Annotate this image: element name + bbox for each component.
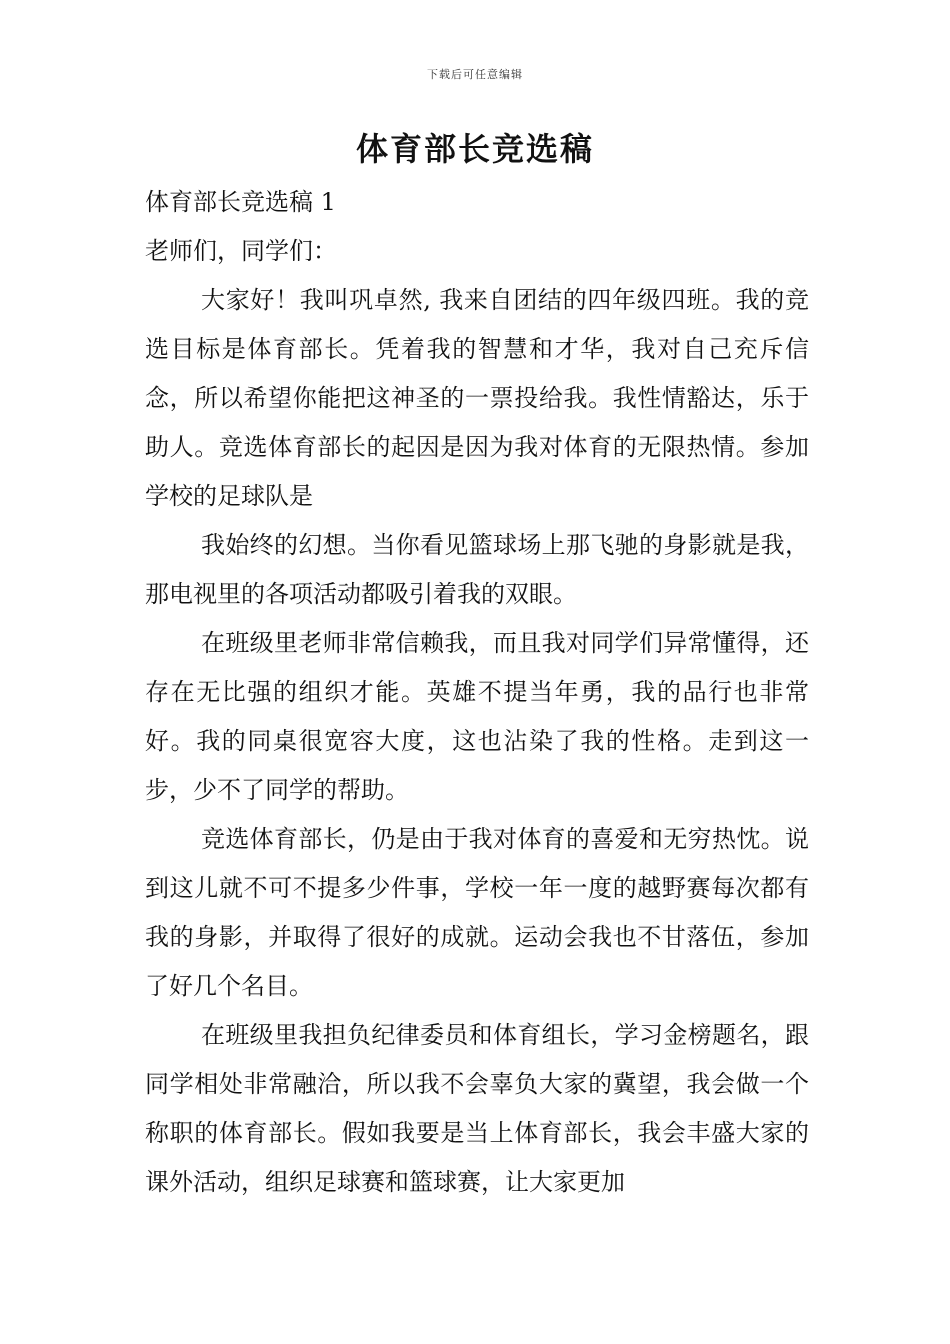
- document-title: 体育部长竞选稿: [355, 130, 594, 168]
- paragraph-3: 在班级里老师非常信赖我，而且我对同学们异常懂得，还存在无比强的组织才能。英雄不提当年勇，我的品行也非常好。我的同桌很宽容大度，这也沾染了我的性格。走到这一步，少不了同学的帮助。: [145, 629, 809, 804]
- greeting: 老师们，同学们：: [145, 237, 337, 265]
- header-note: 下载后可任意编辑: [427, 68, 523, 81]
- document-body: [145, 178, 809, 1207]
- paragraph-2: 我始终的幻想。当你看见篮球场上那飞驰的身影就是我，那电视里的各项活动都吸引着我的双眼。: [145, 531, 809, 608]
- paragraph-1: 大家好！我叫巩卓然, 我来自团结的四年级四班。我的竞选目标是体育部长。凭着我的智慧和才华，我对自己充斥信念，所以希望你能把这神圣的一票投给我。我性情豁达，乐于助人。竞选体育部长的起因是因为我对体育的无限热情。参加学校的足球队是: [145, 286, 809, 510]
- paragraph-4: 竞选体育部长，仍是由于我对体育的喜爱和无穷热忱。说到这儿就不可不提多少件事，学校一年一度的越野赛每次都有我的身影，并取得了很好的成就。运动会我也不甘落伍，参加了好几个名目。: [145, 825, 809, 1000]
- document-subtitle: 体育部长竞选稿 1: [145, 188, 336, 216]
- paragraph-5: 在班级里我担负纪律委员和体育组长，学习金榜题名，跟同学相处非常融洽，所以我不会辜负大家的冀望，我会做一个称职的体育部长。假如我要是当上体育部长，我会丰盛大家的课外活动，组织足球赛和篮球赛，让大家更加: [145, 1021, 809, 1196]
